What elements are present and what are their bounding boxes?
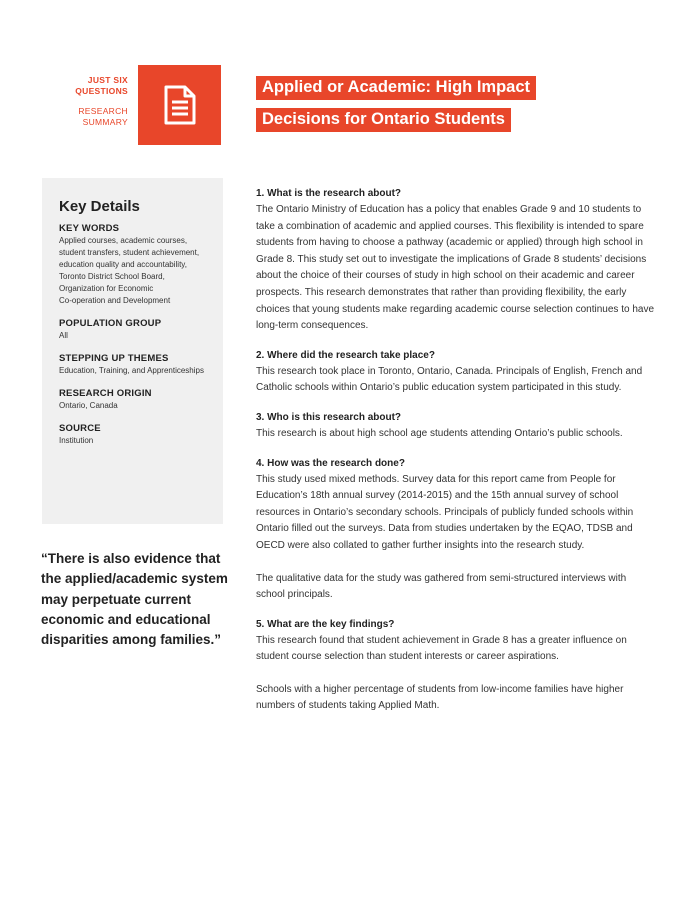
stepping-up-themes-text: Education, Training, and Apprenticeships xyxy=(59,366,204,375)
brand-line-questions: QUESTIONS xyxy=(75,86,128,96)
source-text: Institution xyxy=(59,436,94,445)
answer-5-paragraph-1: This research found that student achievement in Grade 8 has a greater influence on student course selection than student interests or career aspirations. xyxy=(256,634,627,663)
brand-line-research: RESEARCH xyxy=(78,106,128,116)
question-1-heading: 1. What is the research about? xyxy=(256,188,402,199)
stepping-up-themes-label: STEPPING UP THEMES xyxy=(59,353,169,364)
page-title-line-1: Applied or Academic: High Impact xyxy=(256,76,536,100)
answer-2-text: This research took place in Toronto, Ontario, Canada. Principals of English, French and Catholic schools within Ontario’s public education system participated in this study. xyxy=(256,365,643,394)
question-5-heading: 5. What are the key findings? xyxy=(256,618,395,630)
page-title-line-2: Decisions for Ontario Students xyxy=(256,108,511,132)
brand-label xyxy=(60,75,128,128)
key-details-panel xyxy=(42,178,223,524)
population-group-label: POPULATION GROUP xyxy=(59,318,162,329)
key-details-heading: Key Details xyxy=(59,198,140,215)
question-3-heading: 3. Who is this research about? xyxy=(256,411,402,423)
questions-section xyxy=(256,187,656,715)
brand-line-just-six: JUST SIX xyxy=(87,75,128,85)
source-label: SOURCE xyxy=(59,423,101,434)
key-words-label: KEY WORDS xyxy=(59,223,120,234)
answer-3-text: This research is about high school age students attending Ontario’s public schools. xyxy=(256,427,623,439)
document-icon-box xyxy=(138,65,221,145)
answer-5-paragraph-2: Schools with a higher percentage of students from low-income families have higher numbers of students taking Applied Math. xyxy=(256,683,624,712)
research-origin-text: Ontario, Canada xyxy=(59,401,118,410)
document-icon xyxy=(163,84,197,126)
answer-4-paragraph-1: This study used mixed methods. Survey data for this report came from People for Education’s 18th annual survey (2014-2015) and the 15th annual survey of school resources in Ontario’s secondary schools. Principals of publicly funded schools within Ontario filled out the surveys. Data from studies undertaken by the EQAO, TDSB and OECD were also collated to gather further insights into the research study. xyxy=(256,473,634,551)
population-group-text: All xyxy=(59,331,68,340)
question-2-heading: 2. Where did the research take place? xyxy=(256,349,435,361)
answer-1-text: The Ontario Ministry of Education has a policy that enables Grade 9 and 10 students to take a combination of academic and applied courses. This flexibility is intended to spare students from having to choose a pathway (academic or applied) through high school in Grade 8. This study set out to investigate the implications of Grade 8 students’ decisions about the choice of their courses of study in high school on their academic and career prospects. This research demonstrates that rather than providing flexibility, the early choices that young students make regarding academic course selection continues to have long-term consequences. xyxy=(256,204,655,332)
answer-4-paragraph-2: The qualitative data for the study was gathered from semi-structured interviews with school principals. xyxy=(256,572,627,601)
key-words-text: Applied courses, academic courses, student transfers, student achievement, education quality and accountability, Toronto District School Board, Organization for Economic Co-operation and Development xyxy=(59,236,200,305)
research-origin-label: RESEARCH ORIGIN xyxy=(59,388,152,399)
pull-quote: “There is also evidence that the applied/academic system may perpetuate current economic and educational disparities among families.” xyxy=(41,551,228,648)
question-4-heading: 4. How was the research done? xyxy=(256,457,405,469)
brand-line-summary: SUMMARY xyxy=(82,117,128,127)
